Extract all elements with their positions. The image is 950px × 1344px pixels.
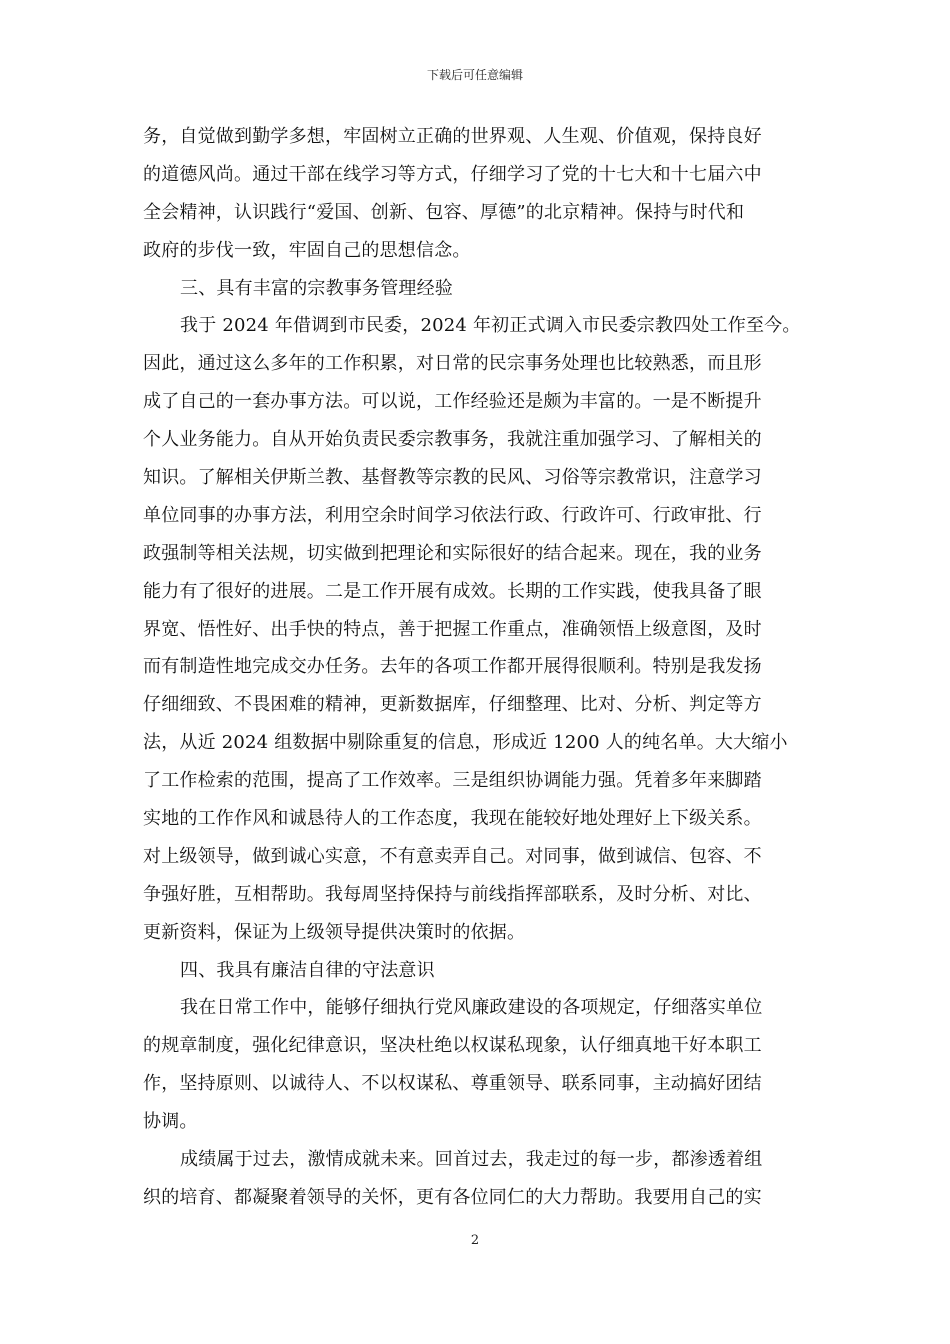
text-line: 了工作检索的范围，提高了工作效率。三是组织协调能力强。凭着多年来脚踏: [143, 770, 762, 792]
text-line: 法，从近 2024 组数据中剔除重复的信息，形成近 1200 人的纯名单。大大缩小: [143, 732, 788, 754]
text-line: 知识。了解相关伊斯兰教、基督教等宗教的民风、习俗等宗教常识，注意学习: [143, 467, 762, 489]
page-header: 下载后可任意编辑: [426, 68, 523, 82]
text-line: 全会精神，认识践行“爱国、创新、包容、厚德”的北京精神。保持与时代和: [143, 201, 745, 223]
text-line: 的规章制度，强化纪律意识，坚决杜绝以权谋私现象，认仔细真地干好本职工: [143, 1035, 762, 1057]
text-line: 而有制造性地完成交办任务。去年的各项工作都开展得很顺利。特别是我发扬: [143, 656, 762, 678]
text-line: 争强好胜，互相帮助。我每周坚持保持与前线指挥部联系，及时分析、对比、: [143, 883, 762, 905]
text-line: 政府的步伐一致，牢固自己的思想信念。: [143, 239, 471, 261]
text-line: 实地的工作作风和诚恳待人的工作态度，我现在能较好地处理好上下级关系。: [143, 808, 762, 830]
document-body: [143, 118, 809, 1217]
text-line: 成绩属于过去，激情成就未来。回首过去，我走过的每一步，都渗透着组: [180, 1149, 763, 1171]
text-line: 务，自觉做到勤学多想，牢固树立正确的世界观、人生观、价值观，保持良好: [143, 126, 762, 147]
text-line: 成了自己的一套办事方法。可以说，工作经验还是颇为丰富的。一是不断提升: [143, 391, 762, 413]
section-heading: 三、具有丰富的宗教事务管理经验: [180, 277, 453, 299]
text-line: 更新资料，保证为上级领导提供决策时的依据。: [143, 921, 526, 943]
text-line: 协调。: [143, 1111, 198, 1133]
text-line: 我在日常工作中，能够仔细执行党风廉政建设的各项规定，仔细落实单位: [180, 997, 763, 1019]
text-line: 织的培育、都凝聚着领导的关怀，更有各位同仁的大力帮助。我要用自己的实: [143, 1186, 762, 1208]
page-number: 2: [470, 1233, 480, 1248]
section-heading: 四、我具有廉洁自律的守法意识: [180, 959, 435, 981]
text-line: 作，坚持原则、以诚待人、不以权谋私、尊重领导、联系同事，主动搞好团结: [143, 1073, 762, 1095]
text-line: 的道德风尚。通过干部在线学习等方式，仔细学习了党的十七大和十七届六中: [143, 163, 762, 185]
text-line: 单位同事的办事方法，利用空余时间学习依法行政、行政许可、行政审批、行: [143, 504, 762, 526]
text-line: 界宽、悟性好、出手快的特点，善于把握工作重点，准确领悟上级意图，及时: [143, 618, 762, 640]
text-line: 仔细细致、不畏困难的精神，更新数据库，仔细整理、比对、分析、判定等方: [143, 694, 762, 716]
text-line: 政强制等相关法规，切实做到把理论和实际很好的结合起来。现在，我的业务: [143, 542, 762, 564]
text-line: 对上级领导，做到诚心实意，不有意卖弄自己。对同事，做到诚信、包容、不: [143, 845, 762, 867]
text-line: 个人业务能力。自从开始负责民委宗教事务，我就注重加强学习、了解相关的: [143, 429, 762, 451]
text-line: 因此，通过这么多年的工作积累，对日常的民宗事务处理也比较熟悉，而且形: [143, 353, 762, 375]
text-line: 能力有了很好的进展。二是工作开展有成效。长期的工作实践，使我具备了眼: [143, 580, 762, 602]
text-line: 我于 2024 年借调到市民委，2024 年初正式调入市民委宗教四处工作至今。: [180, 315, 801, 337]
